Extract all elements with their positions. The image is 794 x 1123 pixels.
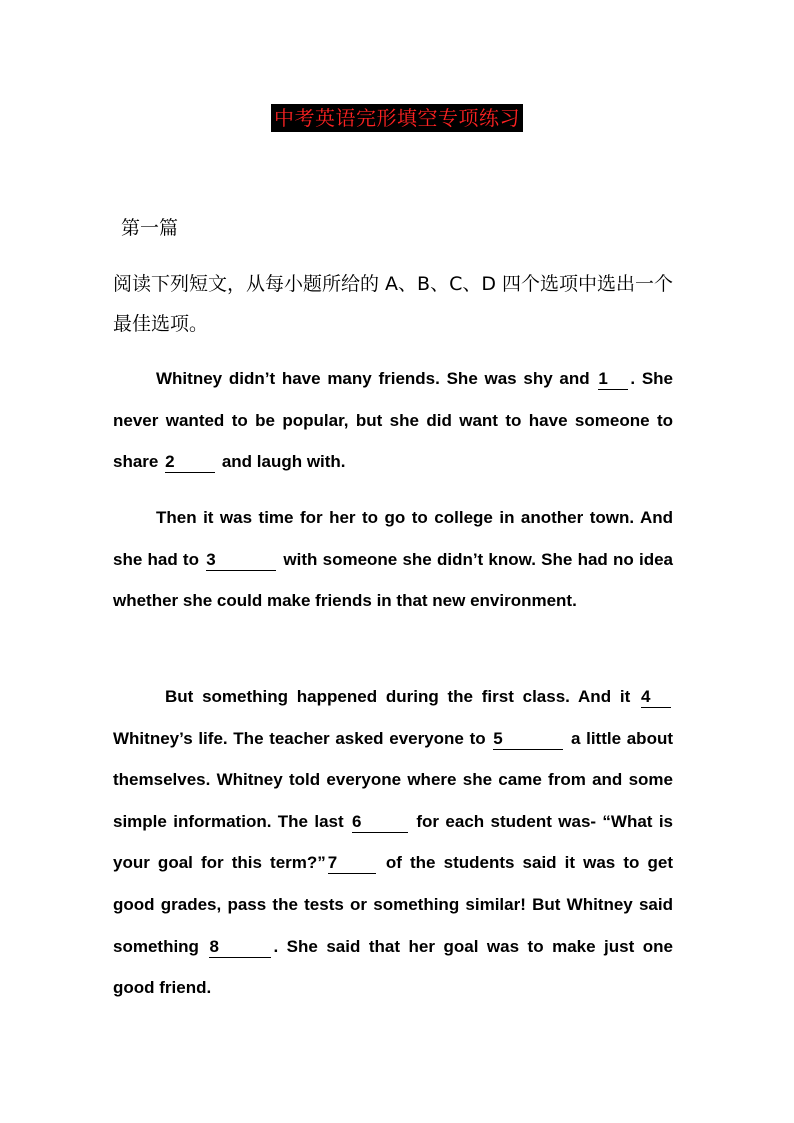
instruction-text: 阅读下列短文，从每小题所给的 A、B、C、D 四个选项中选出一个最佳选项。 xyxy=(113,273,674,335)
passage-text: a little about themselves. Whitney told everyone where she came from and some simple information. The last xyxy=(113,728,673,831)
passage-text: . She never wanted to be popular, but she did want to have someone to share xyxy=(113,369,673,472)
blank-6: 6 xyxy=(352,812,408,833)
blank-5: 5 xyxy=(493,729,563,750)
passage-text: with someone she didn’t know. She had no idea whether she could make friends in that new environment. xyxy=(113,549,673,611)
blank-1: 1 xyxy=(598,369,628,390)
document-title-container xyxy=(0,104,794,132)
passage-text: and laugh with. xyxy=(217,452,346,472)
blank-7: 7 xyxy=(328,853,376,874)
passage-text: of the students said it was to get good grades, pass the tests or something similar! But Whitney said something xyxy=(113,853,673,956)
passage-text: Whitney’s life. The teacher asked everyone to xyxy=(113,728,492,748)
passage-text: for each student was- “What is your goal for this term?” xyxy=(113,811,673,873)
passage-text: Then it was time for her to go to college in another town. And she had to xyxy=(113,508,673,569)
blank-2: 2 xyxy=(165,452,215,473)
section-heading: 第一篇 xyxy=(121,217,179,239)
passage-text: But something happened during the first class. And it xyxy=(165,687,639,706)
blank-4: 4 xyxy=(641,687,671,708)
document-title: 中考英语完形填空专项练习 xyxy=(271,104,523,132)
passage-paragraph-3 xyxy=(113,676,673,1009)
passage-text: Whitney didn’t have many friends. She was shy and xyxy=(156,369,597,388)
blank-3: 3 xyxy=(206,550,276,571)
passage-paragraph-2 xyxy=(113,497,673,622)
blank-8: 8 xyxy=(209,937,271,958)
passage-paragraph-1 xyxy=(113,358,673,483)
passage-text: . She said that her goal was to make just one good friend. xyxy=(113,936,673,998)
